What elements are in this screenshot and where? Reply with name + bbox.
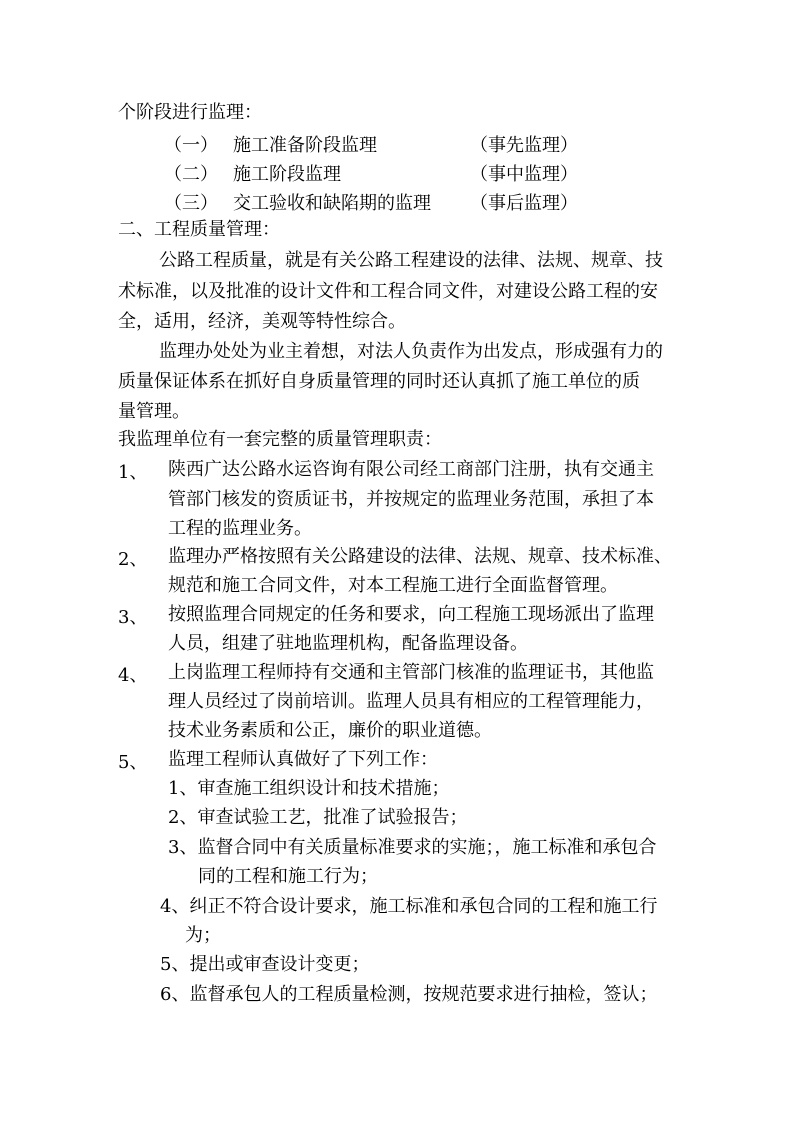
work-item: 2、审查试验工艺，批准了试验报告；	[168, 807, 468, 828]
stage-name: 施工阶段监理	[233, 164, 341, 185]
work-item-continuation: 同的工程和施工行为；	[198, 866, 378, 887]
paragraph-line: 全，适用，经济，美观等特性综合。	[118, 311, 406, 332]
duty-line: 监理办严格按照有关公路建设的法律、法规、规章、技术标准、	[168, 546, 672, 567]
duty-line: 按照监理合同规定的任务和要求，向工程施工现场派出了监理	[168, 604, 654, 625]
duty-line: 上岗监理工程师持有交通和主管部门核准的监理证书，其他监	[168, 662, 654, 683]
stage-note: （事后监理）	[470, 193, 578, 214]
paragraph-line: 质量保证体系在抓好自身质量管理的同时还认真抓了施工单位的质	[118, 371, 640, 392]
intro-line: 个阶段进行监理：	[118, 102, 262, 123]
duty-number: 5、	[118, 752, 148, 773]
stage-number: （二）	[164, 164, 218, 185]
duty-line: 理人员经过了岗前培训。监理人员具有相应的工程管理能力，	[168, 691, 654, 712]
duty-line: 监理工程师认真做好了下列工作：	[168, 749, 438, 770]
work-item: 6、监督承包人的工程质量检测，按规范要求进行抽检，签认；	[160, 984, 658, 1005]
duty-line: 人员，组建了驻地监理机构，配备监理设备。	[168, 633, 528, 654]
duty-line: 工程的监理业务。	[168, 518, 312, 539]
paragraph-line: 术标准，以及批准的设计文件和工程合同文件，对建设公路工程的安	[118, 281, 658, 302]
duty-number: 2、	[118, 549, 148, 570]
stage-number: （一）	[164, 135, 218, 156]
stage-note: （事先监理）	[470, 135, 578, 156]
paragraph-line: 公路工程质量，就是有关公路工程建设的法律、法规、规章、技	[159, 250, 663, 271]
section-heading: 二、工程质量管理：	[118, 219, 280, 240]
stage-number: （三）	[164, 193, 218, 214]
duty-line: 技术业务素质和公正，廉价的职业道德。	[168, 720, 492, 741]
duty-number: 3、	[118, 607, 148, 628]
work-item: 5、提出或审查设计变更；	[160, 954, 370, 975]
duty-line: 规范和施工合同文件，对本工程施工进行全面监督管理。	[168, 575, 618, 596]
stage-name: 交工验收和缺陷期的监理	[233, 193, 431, 214]
duty-number: 1、	[118, 462, 148, 483]
stage-note: （事中监理）	[470, 164, 578, 185]
work-item: 3、监督合同中有关质量标准要求的实施；，施工标准和承包合	[168, 837, 657, 858]
duty-line: 陕西广达公路水运咨询有限公司经工商部门注册，执有交通主	[168, 459, 654, 480]
paragraph-line: 监理办处处为业主着想，对法人负责作为出发点，形成强有力的	[159, 341, 663, 362]
work-item: 4、纠正不符合设计要求，施工标准和承包合同的工程和施工行	[160, 896, 658, 917]
stage-name: 施工准备阶段监理	[233, 135, 377, 156]
work-item-continuation: 为；	[185, 925, 221, 946]
duties-intro: 我监理单位有一套完整的质量管理职责：	[118, 429, 442, 450]
duty-number: 4、	[118, 665, 148, 686]
paragraph-line: 量管理。	[118, 401, 190, 422]
duty-line: 管部门核发的资质证书，并按规定的监理业务范围，承担了本	[168, 489, 654, 510]
work-item: 1、审查施工组织设计和技术措施；	[168, 778, 450, 799]
